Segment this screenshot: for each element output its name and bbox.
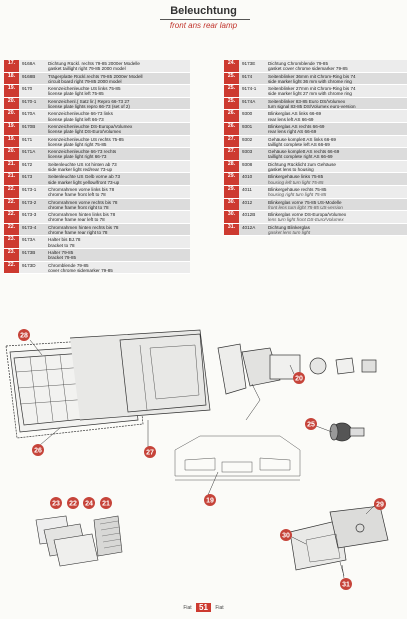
footer-left: Fiat xyxy=(183,604,192,611)
part-number: 9170A xyxy=(22,111,36,117)
description-line: Trägerplatte Rückl.rechts 79-85 2000er Modell xyxy=(48,73,143,79)
description-line: side marker light red/rear 73-up xyxy=(48,167,113,173)
description-line: cover chrome sidemarker 79-85 xyxy=(48,267,113,273)
part-number: 9173D xyxy=(22,262,36,268)
item-number: 25. xyxy=(224,73,239,85)
description-line: license plate light right 75-85 xyxy=(48,141,107,147)
taillight-drawing xyxy=(6,330,210,438)
item-number: 25. xyxy=(224,98,239,110)
description-line: side marker light 36 mm with chrome ring xyxy=(268,78,352,84)
part-number: 9308 xyxy=(242,161,253,167)
part-number: 9173B xyxy=(22,249,36,255)
item-number: 27. xyxy=(224,136,239,148)
svg-text:31: 31 xyxy=(342,581,350,589)
description-line: Chromrahmen vorne rechts bis 78 xyxy=(48,199,118,205)
callout-19 xyxy=(204,494,216,506)
part-number: 9173-2 xyxy=(22,199,37,205)
part-number: 9168B xyxy=(22,73,36,79)
description-line: license plate light right 66-73 xyxy=(48,154,107,160)
item-number: 19. xyxy=(4,85,19,97)
item-number: 29. xyxy=(224,173,239,185)
description-line: license plate light left 66-73 xyxy=(48,116,104,122)
description-line-english: gasket lens turn light xyxy=(268,230,311,236)
description-line: Chromrahmen hinten links bis 78 xyxy=(48,212,116,218)
description-line: taillight complete right AS 66-69 xyxy=(268,154,333,160)
svg-text:22: 22 xyxy=(69,500,77,508)
description-line: Gehäuse komplett AS rechts 66-69 xyxy=(268,149,340,155)
description-line: Blinkerglas AS rechts 66-69 xyxy=(268,123,325,129)
callout-28 xyxy=(18,329,30,341)
part-number: 9173E xyxy=(242,61,256,66)
callout-24 xyxy=(83,497,95,509)
part-number: 9303 xyxy=(242,149,253,155)
description-line: taillight complete left AS 66-69 xyxy=(268,141,330,147)
description-line: Dichtung Rücklicht zum Gehäuse xyxy=(268,161,336,167)
part-number: 9170-1 xyxy=(22,98,37,104)
description-line: Kennzeichenleuchte 66-73 rechts xyxy=(48,149,117,155)
svg-text:23: 23 xyxy=(52,500,60,508)
sidemarker-frames-drawing xyxy=(36,516,122,566)
description-line: turn signal 83-85 DS/Volumex euro-version xyxy=(268,104,356,110)
item-number: 20. xyxy=(4,110,19,122)
part-number: 4012B xyxy=(242,212,256,218)
description-line: license plate lights repro 66-73 (set of 2) xyxy=(48,104,130,110)
description-line: Chromblende 79-85 xyxy=(48,262,89,268)
svg-text:26: 26 xyxy=(34,447,42,455)
description-line-english: front lens turn light 75-85 US-version xyxy=(268,204,343,210)
part-number: 9171A xyxy=(22,149,36,155)
part-number: 4012A xyxy=(242,224,256,230)
callout-31 xyxy=(340,578,352,590)
svg-text:29: 29 xyxy=(376,501,384,509)
description-line: Kennzeichenleuchte 66-73 links xyxy=(48,111,113,117)
svg-text:24: 24 xyxy=(85,500,93,508)
callout-26 xyxy=(32,444,44,456)
item-number: 28. xyxy=(224,161,239,173)
car-rear-drawing xyxy=(175,436,300,480)
item-number: 27. xyxy=(224,148,239,160)
item-number: 22. xyxy=(4,262,19,274)
description-line-english: lens turn light front DS-Euro/Volumex xyxy=(268,217,344,223)
page-subtitle: front ans rear lamp xyxy=(169,21,238,30)
description-line: Kennzeichenleuchte US links 75-85 xyxy=(48,86,121,92)
part-number: 9172 xyxy=(22,161,33,167)
description-line: Chromrahmen vorne links bis 78 xyxy=(48,186,115,192)
description-line: side marker light yellow/front 73-up xyxy=(48,179,120,185)
description-line: Gehäuse komplett AS links 66-69 xyxy=(268,136,336,142)
svg-text:19: 19 xyxy=(206,497,214,505)
side-marker-drawing xyxy=(330,423,364,441)
part-number: 9171 xyxy=(22,136,33,142)
part-number: 9170 xyxy=(22,86,33,92)
description-line: Blinkerglas vorne 75-85 US-Modelle xyxy=(268,199,342,205)
description-line: chrome frame front right to 78 xyxy=(48,204,109,210)
description-line: rear lens left AS 66-69 xyxy=(268,116,314,122)
svg-text:30: 30 xyxy=(282,532,290,540)
callout-22 xyxy=(67,497,79,509)
description-line: Seitenblinker 27mm mit Chrom-Ring bis 74 xyxy=(268,86,356,92)
page-title: Beleuchtung xyxy=(170,5,237,17)
svg-text:21: 21 xyxy=(102,500,110,508)
callout-21 xyxy=(100,497,112,509)
description-line: Dichtung Blinkerglas xyxy=(268,224,310,230)
item-number: 21. xyxy=(4,161,19,173)
item-number: 21. xyxy=(4,173,19,185)
part-number: 9173-1 xyxy=(22,186,37,192)
part-number: 9173-4 xyxy=(22,224,37,230)
footer-right: Fiat xyxy=(215,604,224,611)
description-line: gasket lens to housing xyxy=(268,167,314,173)
description-line: Kennzeichenleuchte US rechts 75-85 xyxy=(48,136,124,142)
item-number: 31. xyxy=(224,224,239,236)
part-number: 9173 xyxy=(22,174,33,180)
description-line: rear lens right AS 66-69 xyxy=(268,129,317,135)
part-number: 9302 xyxy=(242,136,253,142)
callout-27 xyxy=(144,446,156,458)
description-line: gasket taillight right 79-85 2000 model xyxy=(48,66,126,72)
description-line: license plate light left 75-85 xyxy=(48,91,104,97)
description-line-english: housing right turn light 75-85 xyxy=(268,192,327,198)
item-number: 29. xyxy=(224,186,239,198)
item-number: 20. xyxy=(4,98,19,110)
item-number: 30. xyxy=(224,211,239,223)
page-footer xyxy=(0,603,407,612)
item-number: 25. xyxy=(224,85,239,97)
description-line: chrome frame rear right to 78 xyxy=(48,230,108,236)
item-number: 18. xyxy=(4,73,19,85)
description-line: circuit board right 79-85 2000 model xyxy=(48,78,122,84)
item-number: 19. xyxy=(4,123,19,135)
description-line: Dichtung Chromblende 79-85 xyxy=(268,61,329,66)
description-line: gasket cover chrome sidemarker 79-85 xyxy=(268,66,348,72)
item-number: 22. xyxy=(4,199,19,211)
description-line: Dichtung Rückl. rechts 79-85 2000er Modelle xyxy=(48,61,140,66)
page-number: 51 xyxy=(196,603,211,612)
part-number: 9173A xyxy=(22,237,36,243)
description-line: Halter bis BJ.78 xyxy=(48,237,81,243)
callout-23 xyxy=(50,497,62,509)
item-number: 30. xyxy=(224,199,239,211)
item-number: 23. xyxy=(4,249,19,261)
item-number: 22. xyxy=(4,186,19,198)
item-number: 17. xyxy=(4,60,19,72)
description-line: Blinkerglas AS links 66-69 xyxy=(268,111,322,117)
description-line: Seitenleuchte US rot hinten ab 73 xyxy=(48,161,117,167)
description-line: bracket 79-85 xyxy=(48,255,77,261)
description-line: Blinkerglas vorne DS-Europa/Volumex xyxy=(268,212,347,218)
svg-text:27: 27 xyxy=(146,449,154,457)
svg-text:28: 28 xyxy=(20,332,28,340)
part-number: 9174-1 xyxy=(242,86,257,92)
callout-29 xyxy=(374,498,386,510)
description-line: Seitenleuchte US Gelb vorne ab 73 xyxy=(48,174,121,180)
description-line: Blinkergehäuse rechts 75-85 xyxy=(268,186,327,192)
callout-30 xyxy=(280,529,292,541)
description-line: chrome frame front left to 78 xyxy=(48,192,106,198)
item-number: 24. xyxy=(224,60,239,72)
description-line: Chromrahmen hinten rechts bis 78 xyxy=(48,224,119,230)
description-line: Kennzeichenl.( Satz lir.) Repro 66-73 27 xyxy=(48,98,130,104)
part-number: 4011 xyxy=(242,186,252,192)
item-number: 22. xyxy=(4,211,19,223)
svg-text:25: 25 xyxy=(307,421,315,429)
description-line: Kennzeichenleuchte DS-Europa/Volumex xyxy=(48,123,133,129)
item-number: 22. xyxy=(4,224,19,236)
description-line: license plate light DS-Euro/Volumex xyxy=(48,129,122,135)
item-number: 26. xyxy=(224,123,239,135)
part-number: 9168A xyxy=(22,61,36,66)
description-line-english: housing left turn light 75-85 xyxy=(268,179,324,185)
item-number: 19. xyxy=(4,136,19,148)
callout-25 xyxy=(305,418,317,430)
front-turn-signal-drawing xyxy=(290,506,388,576)
item-number: 26. xyxy=(224,110,239,122)
description-line: bracket to 78 xyxy=(48,242,75,248)
description-line: Seitenblinker 83-85 Euro DS/Volumex xyxy=(268,98,346,104)
item-number: 23. xyxy=(4,236,19,248)
svg-text:20: 20 xyxy=(295,375,303,383)
part-number: 4010 xyxy=(242,174,253,180)
part-number: 9301 xyxy=(242,123,253,129)
description-line: Blinkergehäuse links 75-85 xyxy=(268,174,324,180)
description-line: Halter 79-85 xyxy=(48,249,74,255)
part-number: 9174A xyxy=(242,98,256,104)
item-number: 20. xyxy=(4,148,19,160)
part-number: 9170B xyxy=(22,123,36,129)
part-number: 9300 xyxy=(242,111,253,117)
description-line: Seitenblinker 36mm mit Chrom-Ring bis 74 xyxy=(268,73,356,79)
callout-20 xyxy=(293,372,305,384)
description-line: chrome frame rear left to 78 xyxy=(48,217,105,223)
part-number: 4012 xyxy=(242,199,253,205)
part-number: 9174 xyxy=(242,73,253,79)
description-line: side marker light 27 mm with chrome ring xyxy=(268,91,352,97)
part-number: 9173-3 xyxy=(22,212,37,218)
